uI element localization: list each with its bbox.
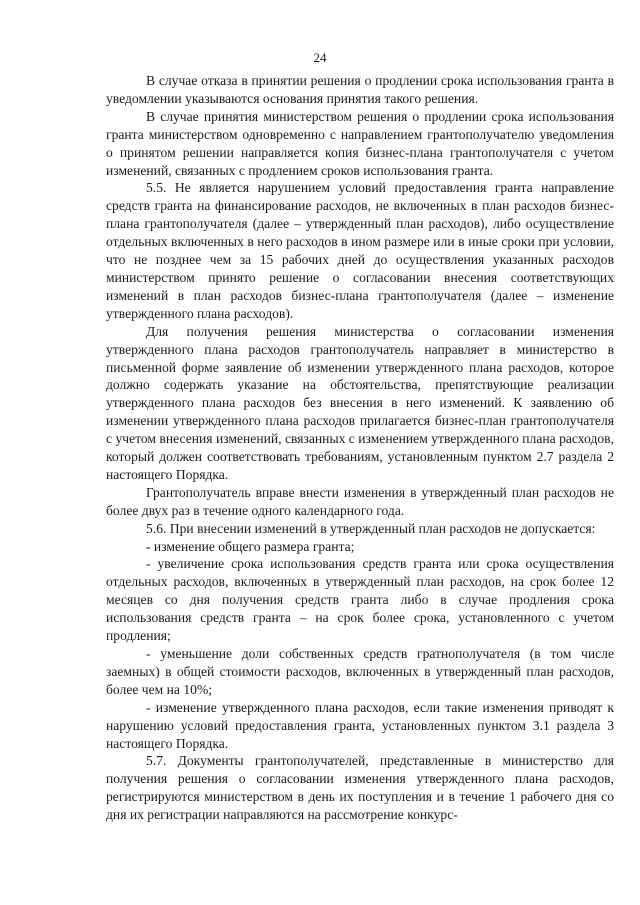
document-body xyxy=(106,72,614,824)
list-item-conditions-violation: - изменение утвержденного плана расходов, если такие изменения приводят к нарушению условий предоставления гранта, установленных пунктом 3.1 раздела 3 настоящего Порядка. xyxy=(106,699,614,751)
list-item-own-funds-share: - уменьшение доли собственных средств гратнополучателя (в том числе заемных) в общей стоимости расходов, включенных в утвержденный план расходов, более чем на 10%; xyxy=(106,646,614,697)
list-item-term-extension: - увеличение срока использования средств гранта или срока осуществления отдельных расходов, включенных в утвержденный план расходов, на срок более 12 месяцев со дня получения средств гранта либо в случае продления срока использования средств гранта – на срок более срока, установленного с учетом продления; xyxy=(106,556,614,644)
paragraph-change-limit: Грантополучатель вправе внести изменения в утвержденный план расходов не более двух раз в течение одного календарного года. xyxy=(106,484,614,518)
paragraph-clause-5-5: 5.5. Не является нарушением условий предоставления гранта направление средств гранта на финансирование расходов, не включенных в план расходов бизнес-плана грантополучателя (далее – утвержденный план расходов), либо осуществление отдельных включенных в него расходов в ином размере или в иные сроки при условии, что не позднее чем за 15 рабочих дней до осуществления указанных расходов министерством принято решение о согласовании внесения соответствующих изменений в план расходов бизнес-плана грантополучателя (далее – изменение утвержденного плана расходов). xyxy=(106,180,614,321)
paragraph-refusal-notice: В случае отказа в принятии решения о продлении срока использования гранта в уведомлении указываются основания принятия такого решения. xyxy=(106,73,614,106)
paragraph-change-application: Для получения решения министерства о согласовании изменения утвержденного плана расходов грантополучатель направляет в министерство в письменной форме заявление об изменении утвержденного плана расходов, которое должно содержать указание на обстоятельства, препятствующие реализации утвержденного плана расходов без внесения в него изменений. К заявлению об изменении утвержденного плана расходов прилагается бизнес-план грантополучателя с учетом внесения изменений, связанных с изменением утвержденного плана расходов, который должен соответствовать требованиям, установленным пунктом 2.7 раздела 2 настоящего Порядка. xyxy=(106,323,614,482)
paragraph-extension-decision: В случае принятия министерством решения о продлении срока использования гранта министерством одновременно с направлением грантополучателю уведомления о принятом решении направляется копия бизнес-плана грантополучателя с учетом изменений, связанных с продлением сроков использования гранта. xyxy=(106,108,614,178)
paragraph-clause-5-7: 5.7. Документы грантополучателей, представленные в министерство для получения решения о согласовании изменения утвержденного плана расходов, регистрируются министерством в день их поступления и в течение 1 рабочего дня со дня их регистрации направляются на рассмотрение конкурс- xyxy=(106,753,614,823)
page-number: 24 xyxy=(313,50,327,65)
list-item-grant-size: - изменение общего размера гранта; xyxy=(146,538,355,554)
paragraph-clause-5-6: 5.6. При внесении изменений в утвержденный план расходов не допускается: xyxy=(146,520,596,536)
